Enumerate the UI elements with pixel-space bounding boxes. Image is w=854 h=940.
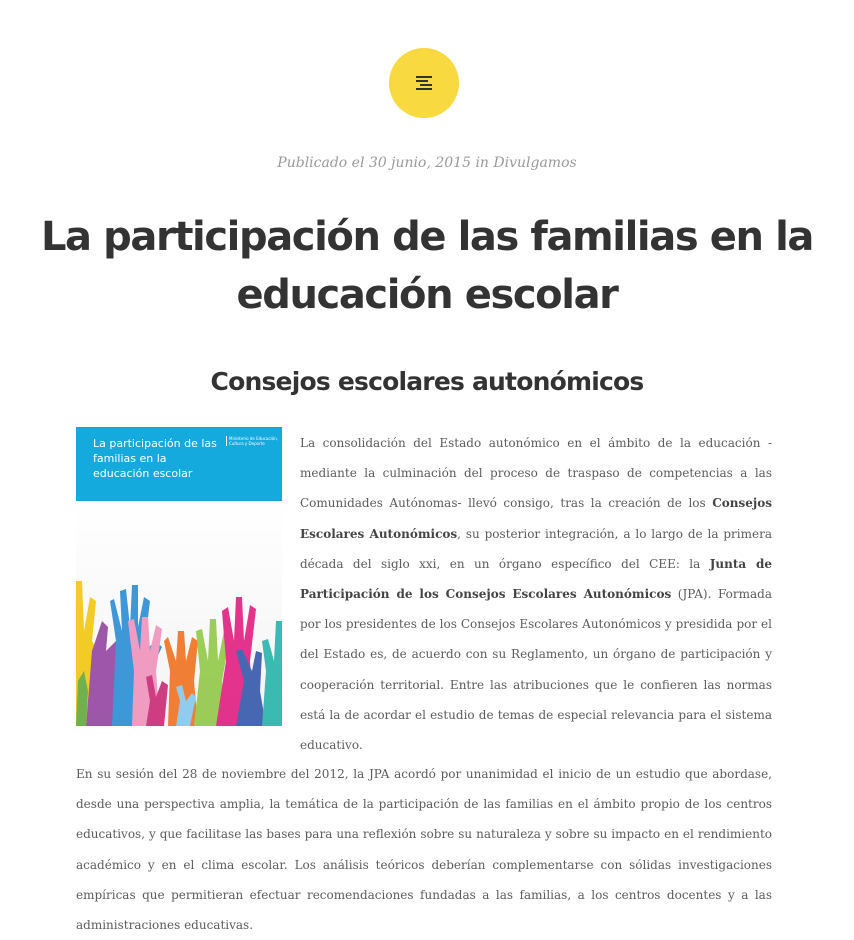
- raised-hands-illustration: [76, 501, 282, 726]
- book-cover-image: [76, 427, 282, 726]
- post-title: La participación de las familias en la educación escolar: [40, 214, 814, 318]
- para1-bold-junta: Junta de Participación de los Consejos Escolares Autonómicos: [300, 556, 772, 602]
- cover-title: La participación de las familias en la educación escolar: [93, 437, 217, 480]
- post-date-link[interactable]: 30 junio, 2015: [368, 155, 471, 171]
- para1-text-3: (JPA). Formada por los presidentes de los Consejos Escolares Autonómicos y presidida por el del Estado es, de acuerdo con su Reglamento, un órgano de participación y cooperación territorial. Entre las atribuciones que le confieren las normas está la de acordar el estudio de temas de especial relevancia para el sistema educativo.: [300, 587, 772, 753]
- para1-bold-consejos: Consejos Escolares Autonómicos: [300, 496, 772, 541]
- meta-prefix: Publicado el: [277, 155, 365, 171]
- text-lines-icon: [414, 75, 434, 91]
- para1-text-2: , su posterior integración, a lo largo de la primera década del siglo xxi, en un órgano específico del CEE: la: [300, 526, 773, 571]
- category-link[interactable]: Divulgamos: [493, 155, 577, 171]
- para1-text-1: La consolidación del Estado autonómico en el ámbito de la educación -mediante la culminación del proceso de traspaso de competencias a las Comunidades Autónomas- llevó consigo, tras la creación de los: [300, 436, 772, 511]
- intro-paragraph: [300, 428, 772, 760]
- post-subtitle: Consejos escolares autonómicos: [210, 367, 644, 396]
- post-meta: [0, 155, 854, 171]
- cover-header: [76, 427, 282, 501]
- post-format-badge[interactable]: [389, 48, 459, 118]
- body-paragraph: En su sesión del 28 de noviembre del 2012, la JPA acordó por unanimidad el inicio de un estudio que abordase, desde una perspectiva amplia, la temática de la participación de las familias en el ámbito propio de los centros educativos, y que facilitase las bases para una reflexión sobre su naturaleza y sobre su impacto en el rendimiento académico y en el clima escolar. Los análisis teóricos deberían complementarse con sólidas investigaciones empíricas que permitieran efectuar recomendaciones fundadas a las familias, a los centros docentes y a las administraciones educativas.: [76, 767, 772, 933]
- meta-in: in: [475, 155, 489, 171]
- cover-ministry-logo: Ministerio de Educación, Cultura y Deporte: [226, 436, 281, 446]
